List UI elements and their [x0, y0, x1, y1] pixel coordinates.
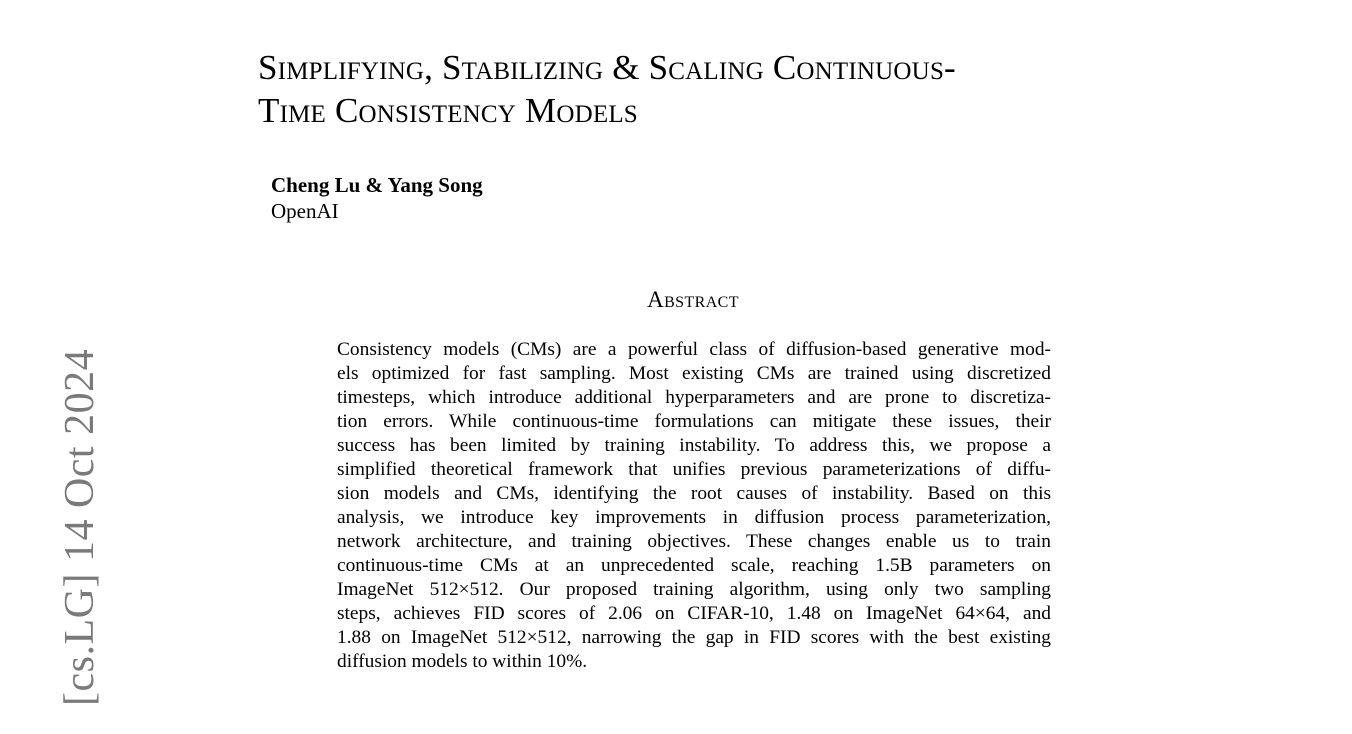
author-names: Cheng Lu & Yang Song [271, 173, 483, 197]
abstract-line: timesteps, which introduce additional hyperparameters and are prone to discretiza- [337, 387, 1051, 408]
paper-title [258, 46, 1178, 132]
abstract-line: 1.88 on ImageNet 512×512, narrowing the gap in FID scores with the best existing [337, 627, 1051, 648]
abstract-line: continuous-time CMs at an unprecedented scale, reaching 1.5B parameters on [337, 555, 1051, 576]
abstract-line: analysis, we introduce key improvements in diffusion process parameterization, [337, 507, 1051, 528]
abstract-line: ImageNet 512×512. Our proposed training algorithm, using only two sampling [337, 579, 1051, 600]
abstract-line: simplified theoretical framework that unifies previous parameterizations of diffu- [337, 459, 1051, 480]
abstract-line: tion errors. While continuous-time formulations can mitigate these issues, their [337, 411, 1051, 432]
author-affiliation: OpenAI [271, 199, 339, 223]
title-line-1: Simplifying, Stabilizing & Scaling Continuous- [258, 48, 956, 87]
abstract-body [337, 338, 1051, 674]
abstract-heading: Abstract [647, 287, 739, 312]
abstract-line: network architecture, and training objectives. These changes enable us to train [337, 531, 1051, 552]
abstract-line: steps, achieves FID scores of 2.06 on CIFAR-10, 1.48 on ImageNet 64×64, and [337, 603, 1051, 624]
abstract-line: success has been limited by training instability. To address this, we propose a [337, 435, 1051, 456]
author-block [271, 172, 483, 224]
abstract-line: Consistency models (CMs) are a powerful class of diffusion-based generative mod- [337, 339, 1051, 360]
abstract-line: els optimized for fast sampling. Most existing CMs are trained using discretized [337, 363, 1051, 384]
title-line-2: Time Consistency Models [258, 91, 638, 130]
abstract-line: diffusion models to within 10%. [337, 651, 588, 672]
arxiv-stamp: [cs.LG] 14 Oct 2024 [57, 348, 103, 706]
abstract-line: sion models and CMs, identifying the root causes of instability. Based on this [337, 483, 1051, 504]
